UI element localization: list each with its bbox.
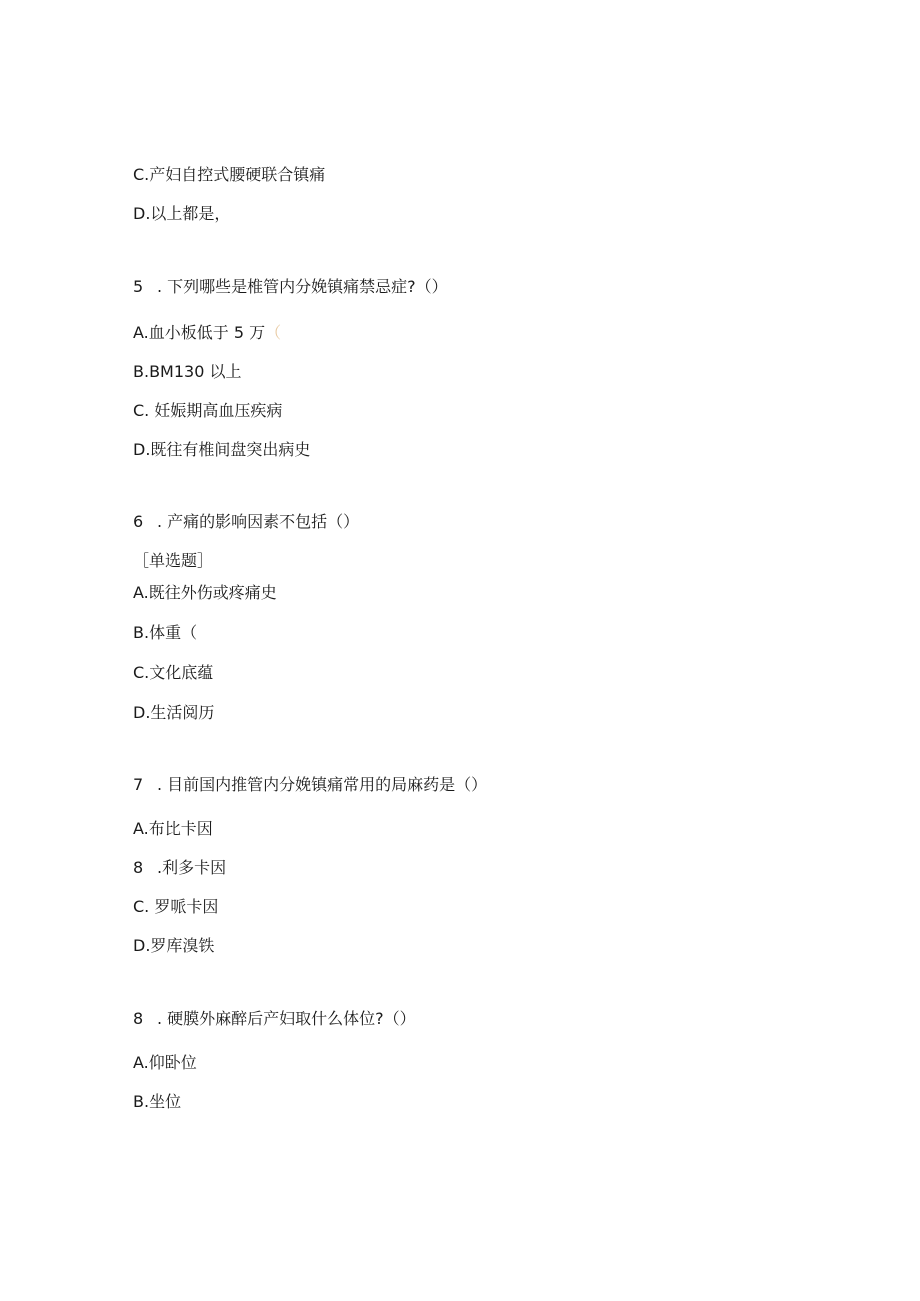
option-b-q8: B.坐位 [133, 1092, 182, 1111]
option-d-q5: D.既往有椎间盘突出病史 [133, 440, 311, 459]
faint-paren: （ [265, 323, 282, 342]
option-a-q7: A.布比卡因 [133, 819, 213, 838]
option-a-q6: A.既往外伤或疼痛史 [133, 583, 277, 602]
question-number: 6 [133, 512, 144, 531]
question-6 [133, 512, 359, 532]
question-7 [133, 775, 487, 795]
question-number: 7 [133, 775, 144, 794]
option-d-q7: D.罗库溴铁 [133, 936, 215, 955]
option-c-q7: C. 罗哌卡因 [133, 897, 219, 916]
option-c-q6: C.文化底蕴 [133, 663, 214, 682]
option-text: .利多卡因 [157, 858, 227, 877]
question-5 [133, 277, 448, 297]
option-a-q8: A.仰卧位 [133, 1053, 197, 1072]
question-text: . 下列哪些是椎管内分娩镇痛禁忌症?（） [157, 277, 448, 296]
question-text: . 产痛的影响因素不包括（） [157, 512, 360, 531]
question-number: 8 [133, 1009, 144, 1028]
option-c-q4: C.产妇自控式腰硬联合镇痛 [133, 165, 326, 184]
question-8 [133, 1009, 416, 1029]
option-d-q4: D.以上都是， [133, 204, 231, 223]
option-b-q5: B.BM130 以上 [133, 362, 242, 381]
option-b-q6: B.体重（ [133, 623, 198, 642]
option-c-q5: C. 妊娠期高血压疾病 [133, 401, 283, 420]
question-text: . 硬膜外麻醉后产妇取什么体位?（） [157, 1009, 416, 1028]
option-b-q7 [133, 858, 226, 878]
option-a-q5 [133, 323, 281, 343]
option-d-q6: D.生活阅历 [133, 703, 215, 722]
question-number: 8 [133, 858, 144, 877]
question-text: . 目前国内推管内分娩镇痛常用的局麻药是（） [157, 775, 488, 794]
option-text: A.血小板低于 5 万 [133, 323, 266, 342]
question-type-tag: ［单选题］ [133, 551, 214, 570]
question-number: 5 [133, 277, 144, 296]
